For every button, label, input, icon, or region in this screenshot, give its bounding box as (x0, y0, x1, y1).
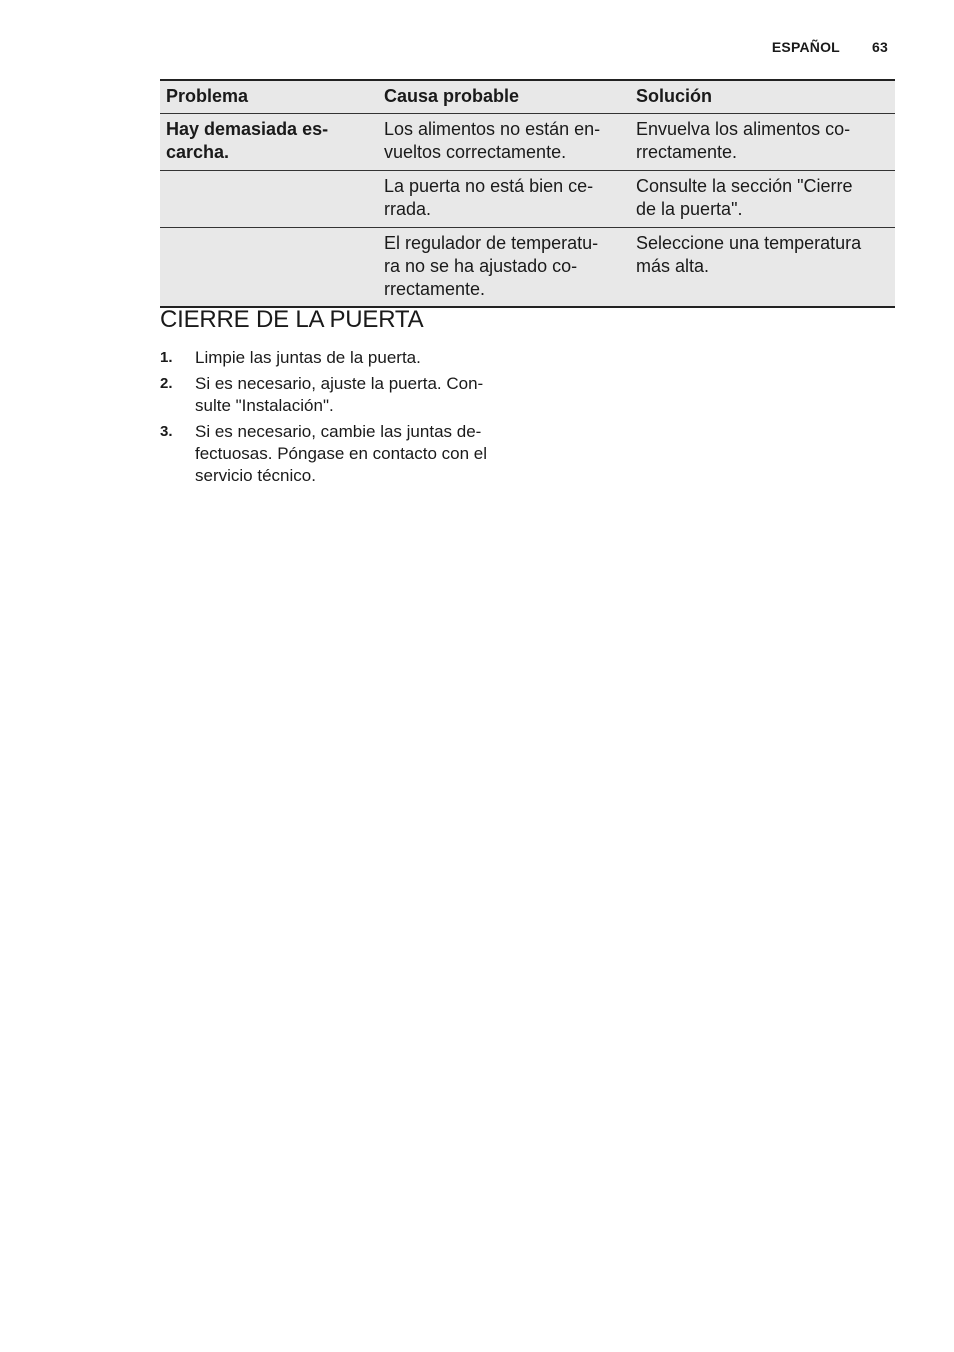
list-item (160, 373, 520, 417)
column-header-problem: Problema (160, 80, 378, 114)
table-row (160, 114, 895, 171)
table-row (160, 171, 895, 228)
column-header-cause: Causa probable (378, 80, 630, 114)
table-header-row (160, 80, 895, 114)
list-item (160, 421, 520, 487)
language-label: ESPAÑOL (771, 39, 840, 55)
step-number: 2. (160, 375, 173, 392)
step-number: 1. (160, 349, 173, 366)
cell-cause: El regulador de temperatu- ra no se ha ajustado co- rrectamente. (378, 228, 630, 308)
cell-solution: Envuelva los alimentos co- rrectamente. (630, 114, 895, 171)
cell-cause: Los alimentos no están en- vueltos correctamente. (378, 114, 630, 171)
step-number: 3. (160, 423, 173, 440)
cell-cause: La puerta no está bien ce- rrada. (378, 171, 630, 228)
table-row (160, 228, 895, 308)
troubleshooting-table (160, 79, 895, 308)
page-header (772, 39, 888, 55)
step-text: Si es necesario, ajuste la puerta. Con- sulte "Instalación". (195, 374, 484, 415)
step-text: Limpie las juntas de la puerta. (195, 348, 421, 367)
steps-list (160, 347, 520, 491)
step-text: Si es necesario, cambie las juntas de- fectuosas. Póngase en contacto con el servicio técnico. (195, 422, 488, 485)
cell-solution: Seleccione una temperatura más alta. (630, 228, 895, 308)
cell-solution: Consulte la sección "Cierre de la puerta". (630, 171, 895, 228)
column-header-solution: Solución (630, 80, 895, 114)
section-title: CIERRE DE LA PUERTA (160, 306, 424, 333)
list-item (160, 347, 520, 369)
cell-problem (160, 228, 378, 308)
page-number: 63 (872, 39, 888, 55)
cell-problem: Hay demasiada es- carcha. (160, 114, 378, 171)
cell-problem (160, 171, 378, 228)
